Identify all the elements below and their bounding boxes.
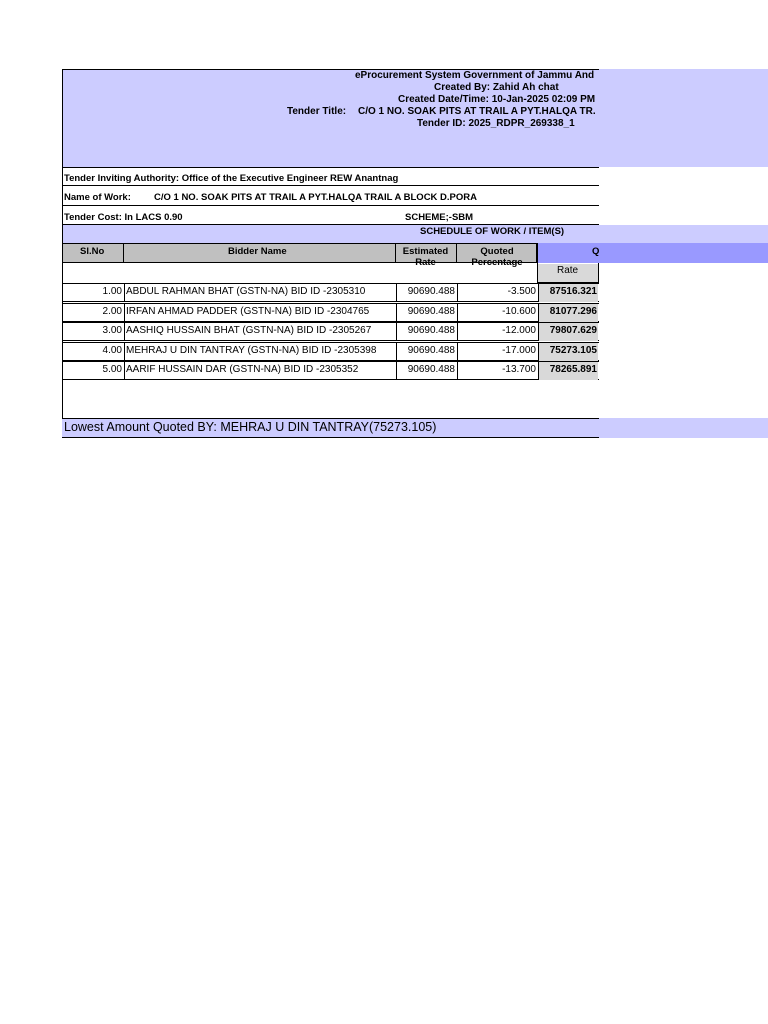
created-date: Created Date/Time: 10-Jan-2025 02:09 PM (398, 94, 596, 105)
cell-rate: 75273.105 (538, 343, 598, 361)
cell-rate: 81077.296 (538, 304, 598, 322)
cell-bidder: ABDUL RAHMAN BHAT (GSTN-NA) BID ID -2305310 (124, 284, 395, 302)
schedule-title: SCHEDULE OF WORK / ITEM(S) (420, 226, 565, 237)
lowest-amount: Lowest Amount Quoted BY: MEHRAJ U DIN TANTRAY(75273.105) (64, 420, 437, 434)
divider (62, 185, 599, 186)
cell-quoted: -12.000 (457, 323, 537, 341)
cell-estimated: 90690.488 (396, 343, 456, 361)
divider (62, 437, 599, 438)
work-label: Name of Work: (64, 192, 131, 203)
cell-rate: 79807.629 (538, 323, 598, 341)
tender-id: Tender ID: 2025_RDPR_269338_1 (417, 118, 575, 129)
cell-slno: 3.00 (62, 323, 123, 341)
tender-title-value: C/O 1 NO. SOAK PITS AT TRAIL A PYT.HALQA TR. (358, 106, 596, 117)
cell-rate: 78265.891 (538, 362, 598, 380)
work-value: C/O 1 NO. SOAK PITS AT TRAIL A PYT.HALQA TRAIL A BLOCK D.PORA (154, 192, 478, 203)
col-slno: Sl.No (80, 246, 105, 257)
col-rate: Rate (557, 265, 579, 276)
col-estimated: Estimated Rate (402, 246, 449, 268)
system-title: eProcurement System Government of Jammu And (355, 70, 595, 81)
cell-bidder: AARIF HUSSAIN DAR (GSTN-NA) BID ID -2305352 (124, 362, 395, 380)
table-row (62, 342, 599, 361)
cell-estimated: 90690.488 (396, 304, 456, 322)
title-block (62, 69, 768, 167)
divider (456, 243, 457, 263)
cell-bidder: MEHRAJ U DIN TANTRAY (GSTN-NA) BID ID -2305398 (124, 343, 395, 361)
cell-slno: 2.00 (62, 304, 123, 322)
quoted-group-header (537, 243, 768, 263)
divider (395, 243, 396, 263)
cell-estimated: 90690.488 (396, 323, 456, 341)
cell-estimated: 90690.488 (396, 284, 456, 302)
tender-title-label: Tender Title: (287, 106, 347, 117)
cell-slno: 1.00 (62, 284, 123, 302)
cell-quoted: -17.000 (457, 343, 537, 361)
cell-slno: 5.00 (62, 362, 123, 380)
cell-quoted: -13.700 (457, 362, 537, 380)
cell-rate: 87516.321 (538, 284, 598, 302)
divider (62, 167, 599, 168)
col-group-q: Q (592, 246, 600, 257)
tender-authority: Tender Inviting Authority: Office of the Executive Engineer REW Anantnag (64, 173, 399, 184)
table-row (62, 283, 599, 302)
col-quoted: Quoted Percentage (471, 246, 523, 268)
cell-slno: 4.00 (62, 343, 123, 361)
cell-quoted: -3.500 (457, 284, 537, 302)
cell-estimated: 90690.488 (396, 362, 456, 380)
cell-quoted: -10.600 (457, 304, 537, 322)
divider (123, 243, 124, 263)
divider (598, 263, 599, 283)
col-bidder: Bidder Name (228, 246, 287, 257)
schedule-band (63, 225, 768, 243)
divider (62, 205, 599, 206)
cell-bidder: IRFAN AHMAD PADDER (GSTN-NA) BID ID -2304765 (124, 304, 395, 322)
cell-bidder: AASHIQ HUSSAIN BHAT (GSTN-NA) BID ID -2305267 (124, 323, 395, 341)
created-by: Created By: Zahid Ah chat (434, 82, 559, 93)
table-row (62, 361, 599, 380)
scheme: SCHEME;-SBM (405, 212, 474, 223)
table-row (62, 322, 599, 341)
tender-cost: Tender Cost: In LACS 0.90 (64, 212, 183, 223)
table-row (62, 303, 599, 322)
